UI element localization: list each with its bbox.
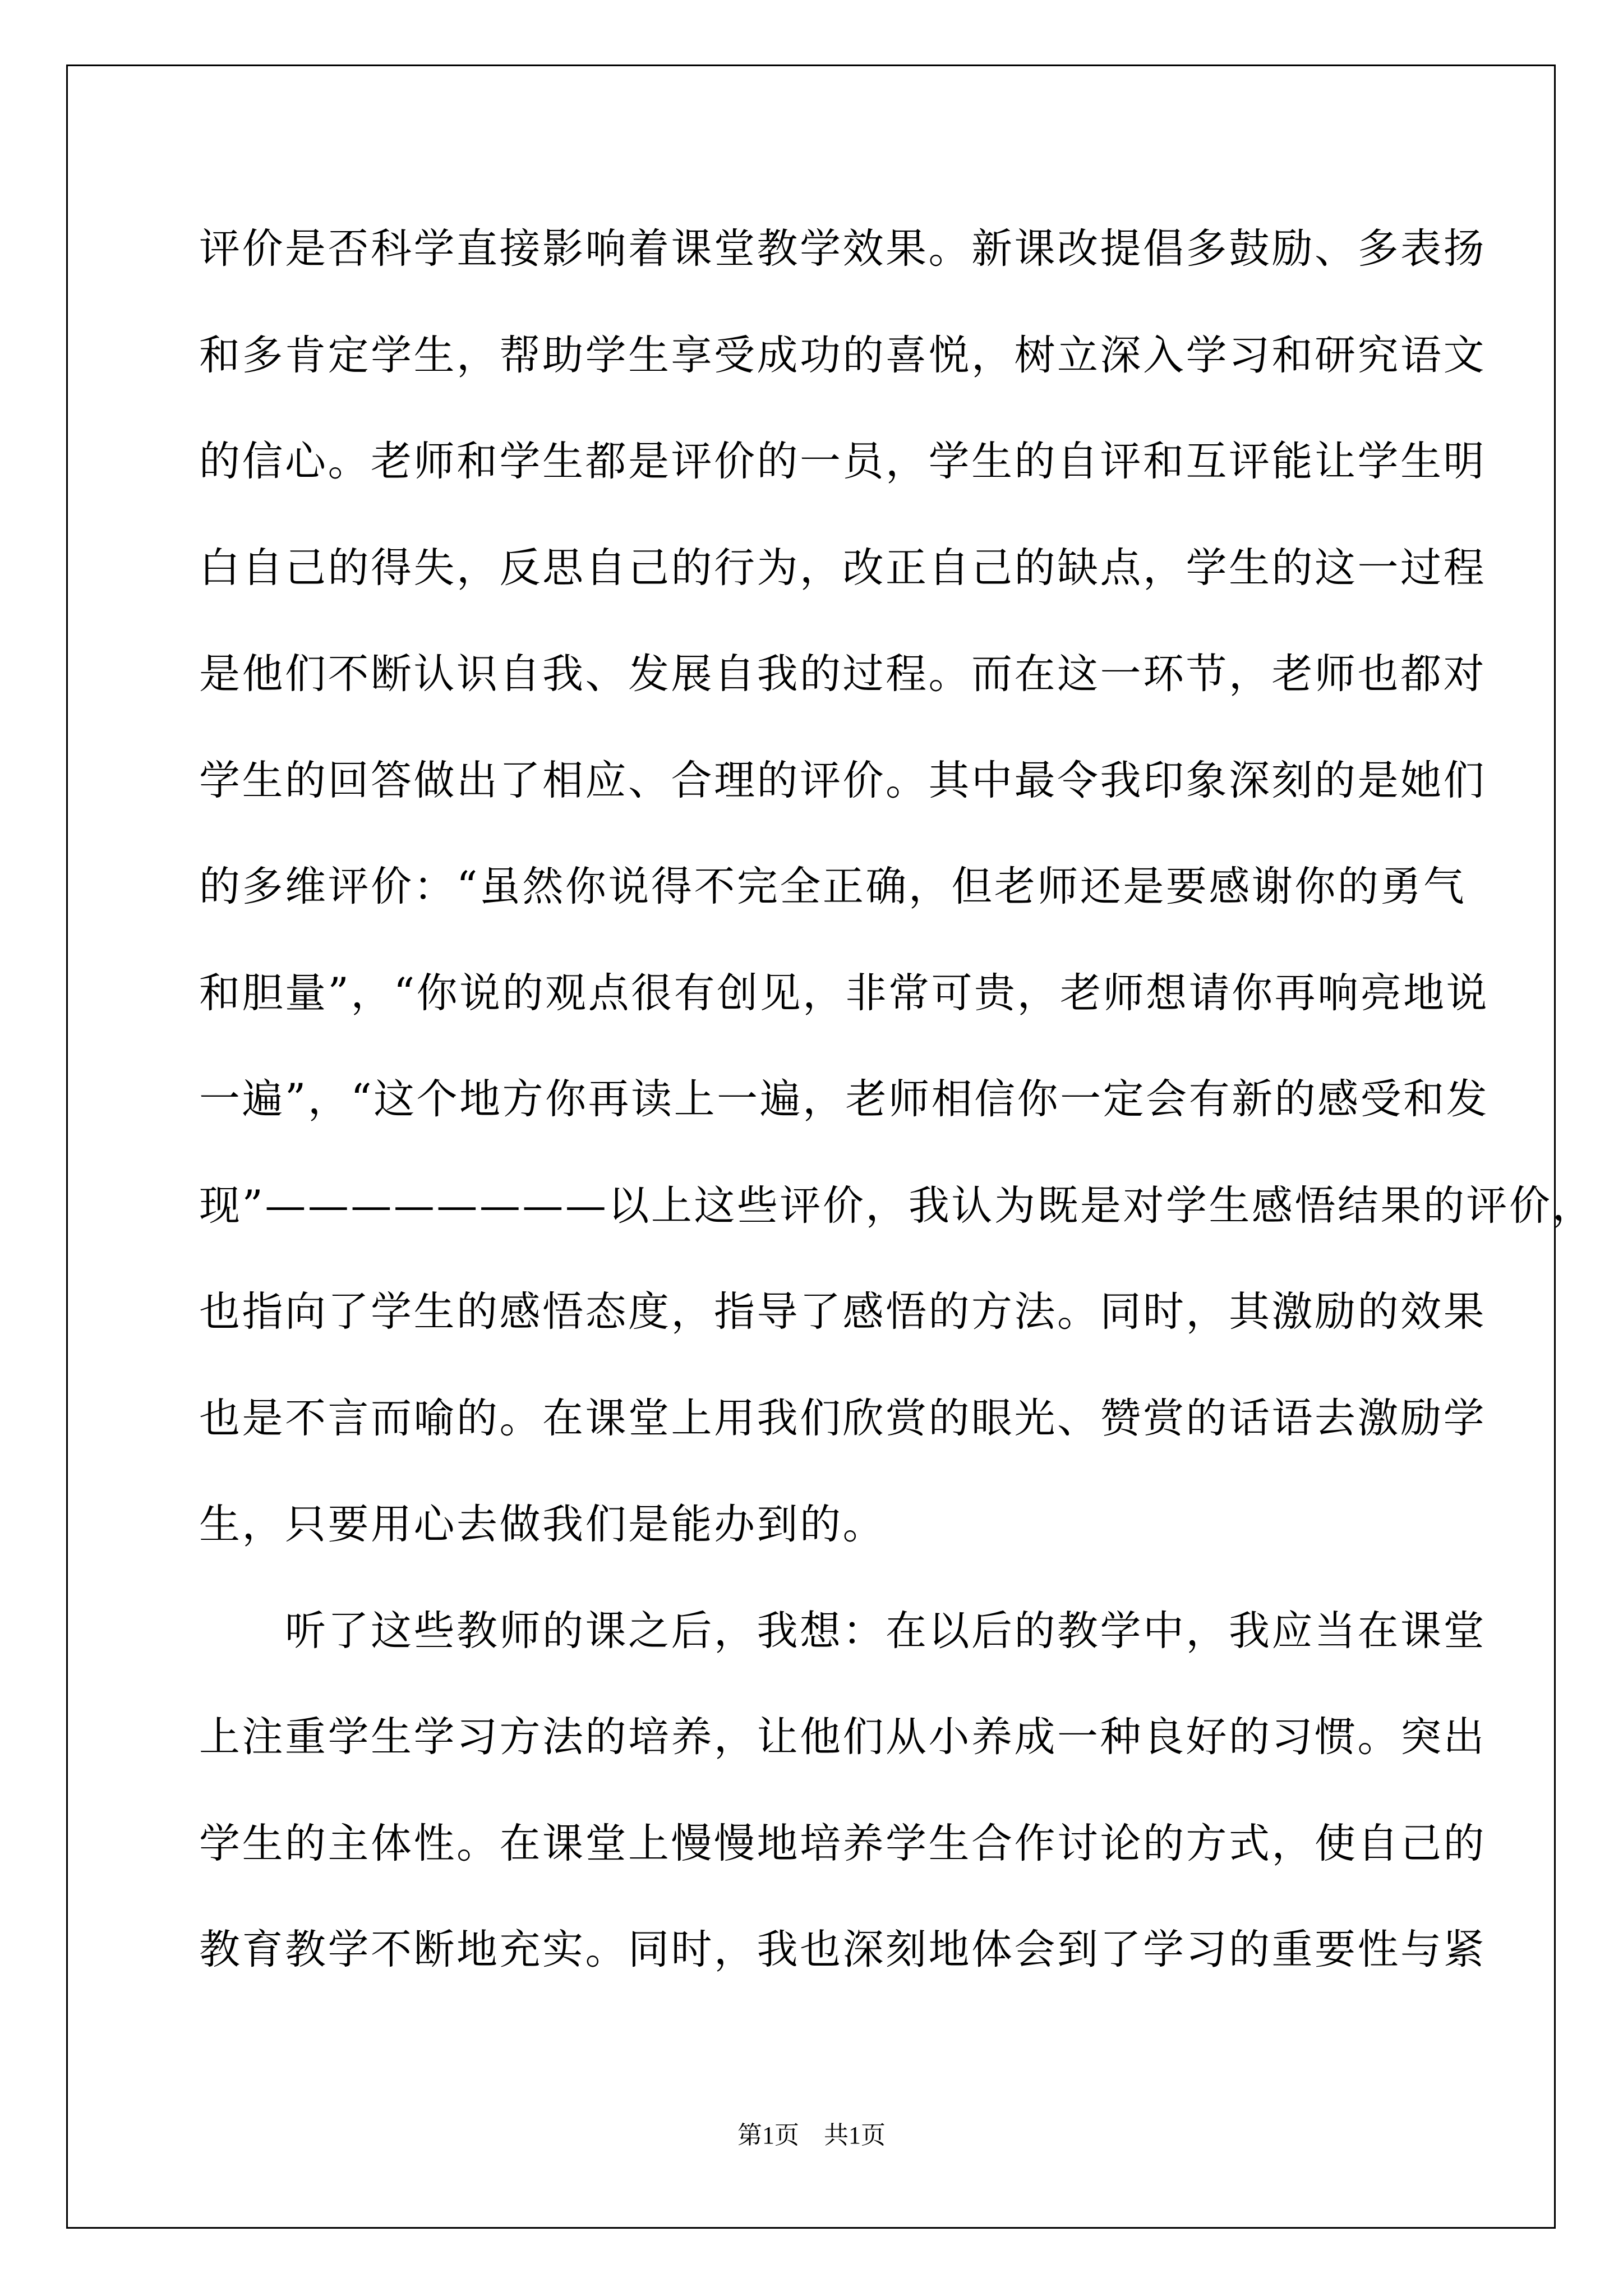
text-line: 评价是否科学直接影响着课堂教学效果。新课改提倡多鼓励、多表扬: [199, 225, 1486, 273]
text-line: 一遍”，“这个地方你再读上一遍，老师相信你一定会有新的感受和发: [199, 1075, 1490, 1123]
text-line: 上注重学生学习方法的培养，让他们从小养成一种良好的习惯。突出: [199, 1713, 1486, 1761]
text-line: 的信心。老师和学生都是评价的一员，学生的自评和互评能让学生明: [199, 438, 1486, 485]
text-line: 和胆量”，“你说的观点很有创见，非常可贵，老师想请你再响亮地说: [199, 969, 1490, 1017]
text-line: 白自己的得失，反思自己的行为，改正自己的缺点，学生的这一过程: [199, 544, 1486, 592]
page-number-footer: 第1页 共1页: [737, 2122, 886, 2149]
text-line: 听了这些教师的课之后，我想：在以后的教学中，我应当在课堂: [199, 1607, 1486, 1655]
text-line: 和多肯定学生，帮助学生享受成功的喜悦，树立深入学习和研究语文: [199, 331, 1486, 379]
text-line: 教育教学不断地充实。同时，我也深刻地体会到了学习的重要性与紧: [199, 1926, 1486, 1973]
text-line: 现”————————以上这些评价，我认为既是对学生感悟结果的评价，: [199, 1181, 1595, 1230]
document-body: [199, 212, 1595, 2019]
text-line: 也是不言而喻的。在课堂上用我们欣赏的眼光、赞赏的话语去激励学: [199, 1394, 1486, 1442]
text-line: 也指向了学生的感悟态度，指导了感悟的方法。同时，其激励的效果: [199, 1288, 1486, 1336]
text-line: 学生的回答做出了相应、合理的评价。其中最令我印象深刻的是她们: [199, 756, 1486, 804]
text-line: 学生的主体性。在课堂上慢慢地培养学生合作讨论的方式，使自己的: [199, 1819, 1486, 1867]
text-line: 的多维评价：“虽然你说得不完全正确，但老师还是要感谢你的勇气: [199, 863, 1467, 910]
text-line: 生，只要用心去做我们是能办到的。: [199, 1501, 886, 1548]
text-line: 是他们不断认识自我、发展自我的过程。而在这一环节，老师也都对: [199, 650, 1486, 698]
